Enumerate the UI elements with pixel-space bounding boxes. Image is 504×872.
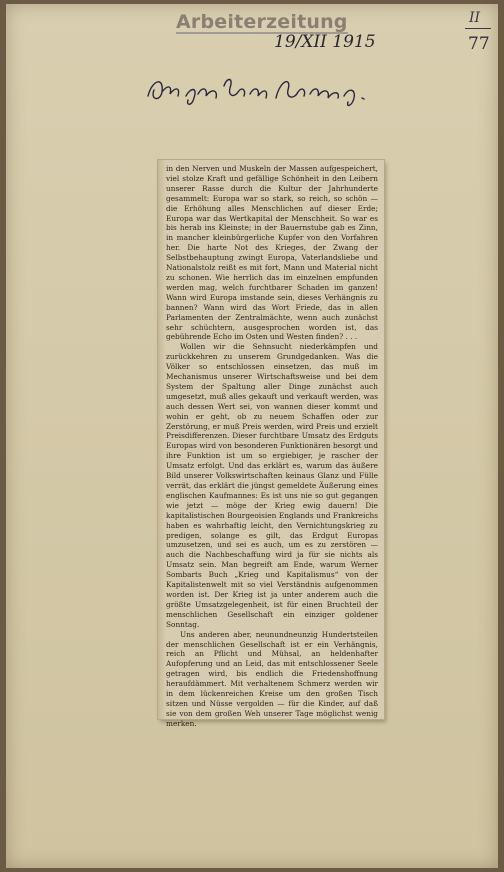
- archive-volume-ref: II: [469, 10, 481, 26]
- clipping-edge-shadow: [158, 160, 166, 719]
- clipping-text: [166, 164, 378, 728]
- clipping-paragraph-2: Wollen wir die Sehnsucht niederkämpfen und zurückkehren zu unserem Grundgedanken. Was die Völker so entschlossen einsetzen, das muß im Mechanismus unserer Wirtschaftsweise und bei dem System der Spaltung aller Dinge zunächst auch umgesetzt, muß alles gekauft und verkauft werden, was auch dessen Wert sei, von wannen dieser kommt und wohin er geht, ob zu neuem Schaffen oder zur Zerstörung, er muß Preis werden, wird Preis und erzielt Preisdifferenzen. Dieser furchtbare Umsatz des Erdguts Europas wird von besonderen Funktionären besorgt und ihre Funktion ist um so ergiebiger, je rascher der Umsatz erfolgt. Und das erklärt es, warum das äußere Bild unserer Volkswirtschaften keinaus Glanz und Fülle verrät, das erklärt die jüngst gemeldete Äußerung eines englischen Kaufmannes: Es ist uns nie so gut gegangen wie jetzt — möge der Krieg ewig dauern! Die kapitalistischen Bourgeoisien Englands und Frankreichs haben es wahrhaftig leicht, den Vernichtungskrieg zu predigen, solange es gilt, das Erdgut Europas umzusetzen, und sei es auch, um es zu zerstören — auch die Nachbeschaffung wird ja für sie nichts als Umsatz sein. Man begreift am Ende, warum Werner Sombarts Buch „Krieg und Kapitalismus“ von der Kapitalistenwelt mit so viel Verständnis aufgenommen worden ist. Der Krieg ist ja unter anderem auch die größte Umsatzgelegenheit, ist für einen Bruchteil der menschlichen Gesellschaft ein einziger goldener Sonntag.: [166, 342, 378, 629]
- archive-page: [6, 4, 498, 868]
- clipping-paragraph-1: in den Nerven und Muskeln der Massen aufgespeichert, viel stolze Kraft und gefällige Schönheit in den Leibern unserer Rasse durch die Kultur der Jahrhunderte gesammelt: Europa war so stark, so reich, so schön — die Erhöhung alles Menschlichen auf dieser Erde; Europa war das Wertkapital der Menschheit. So war es bis herab ins Kleinste; in der Bauernstube gab es Zinn, in mancher kleinbürgerliche Kupfer von den Vorfahren her. Die harte Not des Krieges, der Zwang der Selbstbehauptung zwingt Europa, Vaterlandsliebe und Nationalstolz reißt es mit fort, Mann und Material nicht zu schonen. Wie herrlich das im einzelnen empfunden werden mag, welch furchtbarer Schaden im ganzen! Wann wird Europa imstande sein, dieses Verhängnis zu bannen? Wann wird das Wort Friede, das in allen Parlamenten der Zentralmächte, wenn auch zunächst sehr schüchtern, ausgesprochen worden ist, das gebührende Echo im Osten und Westen finden? . . .: [166, 164, 378, 342]
- newspaper-clipping: [158, 160, 384, 728]
- handwritten-date: 19/XII 1915: [274, 32, 376, 52]
- clipping-paragraph-3: Uns anderen aber, neunundneunzig Hundertsteilen der menschlichen Gesellschaft ist er ein Verhängnis, reich an Pflicht und Mühsal, an heldenhafter Aufopferung und an Leid, das mit entschlossener Seele getragen wird, bis endlich die Friedenshoffnung heraufdämmert. Mit verhaltenem Schmerz werden wir in dem lückenreichen Kreise um den großen Tisch sitzen und Nüsse vergolden — für die Kinder, auf daß sie von dem großen Weh unserer Tage möglichst wenig merken.: [166, 629, 378, 728]
- archive-page-number: 77: [468, 34, 490, 54]
- newspaper-stamp: Arbeiterzeitung: [176, 11, 348, 33]
- archive-ref-divider: [465, 28, 491, 29]
- handwritten-title-signature: [142, 66, 382, 110]
